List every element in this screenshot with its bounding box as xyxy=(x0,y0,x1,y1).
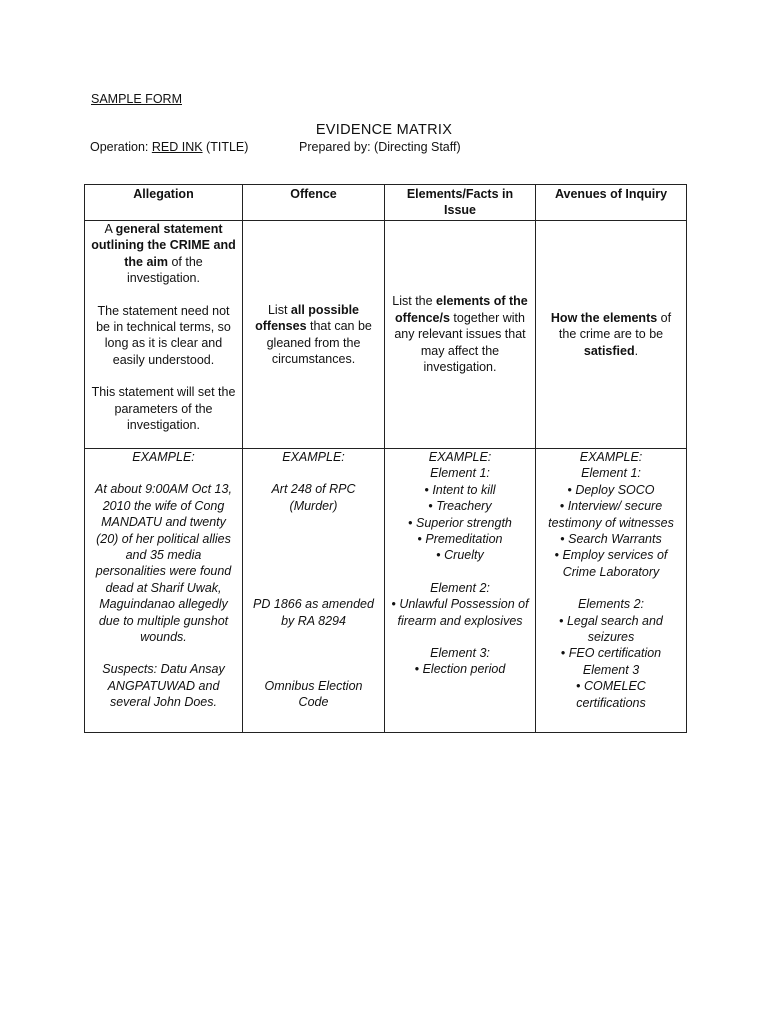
avenue-3-title: Element 3 xyxy=(582,662,640,677)
avenue-3-list xyxy=(542,678,680,711)
list-item: • Premeditation xyxy=(391,531,529,547)
allegation-suspects: Suspects: Datu Ansay ANGPATUWAD and several John Does. xyxy=(102,662,225,710)
element-3-title: Element 3: xyxy=(430,646,490,661)
list-item: • Search Warrants xyxy=(542,531,680,547)
offence-1: Art 248 of RPC (Murder) xyxy=(271,482,356,513)
avenue-1-title: Element 1: xyxy=(581,466,641,481)
table-header-row xyxy=(85,185,687,221)
list-item: • Treachery xyxy=(391,498,529,514)
cell-elements-guidance: List the elements of the offence/s together with any relevant issues that may affect the investigation. xyxy=(385,221,536,449)
operation-suffix: (TITLE) xyxy=(206,140,249,154)
element-1-list xyxy=(391,482,529,564)
sample-form-label: SAMPLE FORM xyxy=(91,92,182,106)
list-item: • Legal search and seizures xyxy=(542,613,680,646)
example-label: EXAMPLE: xyxy=(282,450,345,464)
offence-3: Omnibus Election Code xyxy=(264,679,363,710)
element-1-title: Element 1: xyxy=(430,466,490,481)
table-row-guidance xyxy=(85,221,687,449)
cell-allegation-example xyxy=(85,449,243,733)
example-label: EXAMPLE: xyxy=(428,450,492,464)
list-item: • FEO certification xyxy=(542,645,680,661)
operation-line xyxy=(90,140,248,154)
cell-elements-example xyxy=(385,449,536,733)
avenue-2-list xyxy=(542,613,680,662)
element-2-list xyxy=(391,596,529,629)
allegation-guidance-p2: The statement need not be in technical terms, so long as it is clear and easily understood. xyxy=(96,303,231,367)
column-header-avenues: Avenues of Inquiry xyxy=(536,185,687,221)
avenue-1-list xyxy=(542,482,680,580)
operation-name: RED INK xyxy=(151,140,203,154)
list-item: • Interview/ secure testimony of witnesses xyxy=(542,498,680,531)
allegation-example-text: At about 9:00AM Oct 13, 2010 the wife of Cong MANDATU and twenty (20) of her political allies and 35 media personalities were found dead at Sharif Uwak, Maguindanao allegedly due to multiple gunshot wounds. xyxy=(95,482,232,645)
allegation-guidance-p3: This statement will set the parameters of the investigation. xyxy=(91,385,236,433)
table-row-example xyxy=(85,449,687,733)
column-header-allegation: Allegation xyxy=(85,185,243,221)
operation-label: Operation: xyxy=(90,140,149,154)
list-item: • Deploy SOCO xyxy=(542,482,680,498)
document-title: EVIDENCE MATRIX xyxy=(315,122,453,138)
example-label: EXAMPLE: xyxy=(132,450,195,464)
evidence-matrix-table xyxy=(84,184,687,733)
list-item: • Unlawful Possession of firearm and explosives xyxy=(391,596,529,629)
cell-offence-example xyxy=(243,449,385,733)
cell-offence-guidance: List all possible offenses that can be gleaned from the circumstances. xyxy=(243,221,385,449)
allegation-guidance-p1: A general statement outlining the CRIME and the aim of the investigation. xyxy=(91,222,236,286)
list-item: • Cruelty xyxy=(391,547,529,563)
list-item: • Election period xyxy=(391,661,529,677)
element-2-title: Element 2: xyxy=(430,580,490,595)
example-label: EXAMPLE: xyxy=(579,450,643,464)
avenue-2-title: Elements 2: xyxy=(577,597,644,612)
list-item: • Superior strength xyxy=(391,515,529,531)
cell-allegation-guidance xyxy=(85,221,243,449)
offence-2: PD 1866 as amended by RA 8294 xyxy=(253,597,374,628)
column-header-elements: Elements/Facts in Issue xyxy=(385,185,536,221)
cell-avenues-example xyxy=(536,449,687,733)
list-item: • Employ services of Crime Laboratory xyxy=(542,547,680,580)
cell-avenues-guidance: How the elements of the crime are to be satisfied. xyxy=(536,221,687,449)
column-header-offence: Offence xyxy=(243,185,385,221)
list-item: • COMELEC certifications xyxy=(542,678,680,711)
element-3-list xyxy=(391,661,529,677)
prepared-by: Prepared by: (Directing Staff) xyxy=(299,140,461,154)
list-item: • Intent to kill xyxy=(391,482,529,498)
